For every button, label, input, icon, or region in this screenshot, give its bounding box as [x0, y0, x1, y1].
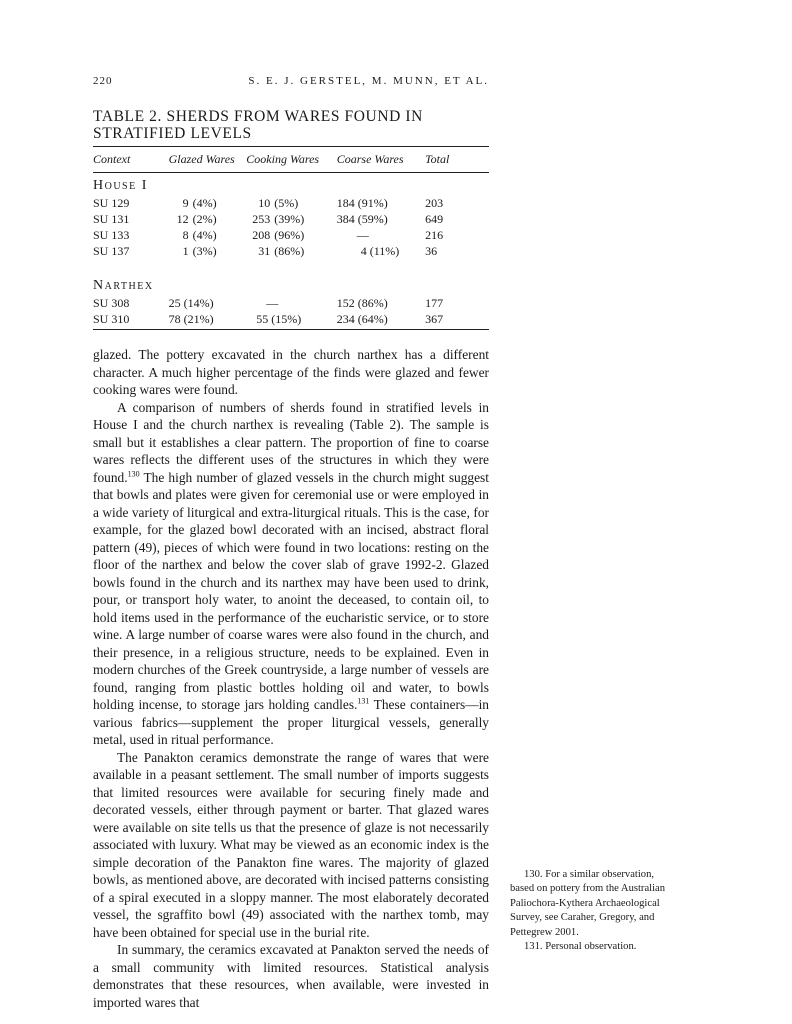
- cell-cooking-count: 10: [258, 196, 271, 210]
- cell-cooking-value: 55 (15%): [256, 312, 302, 326]
- cell-cooking-percent: (96%): [274, 228, 305, 242]
- table-header-row: [93, 147, 489, 173]
- table-row: [93, 311, 489, 330]
- cell-cooking: [246, 311, 336, 330]
- cell-cooking: [246, 211, 336, 227]
- cell-cooking: [246, 195, 336, 211]
- cell-coarse: 384 (59%): [336, 212, 388, 226]
- cell-cooking: [246, 227, 336, 243]
- cell-total: 649: [425, 212, 444, 226]
- cell-glazed-percent: (3%): [192, 244, 217, 258]
- cell-coarse: 152 (86%): [336, 296, 388, 310]
- page-number: 220: [93, 75, 113, 87]
- cell-cooking-percent: (5%): [274, 196, 299, 210]
- body-paragraph: In summary, the ceramics excavated at Panakton served the needs of a small community with limited resources. Statistical analysis demonstrates that these resources, when available, were invested in imported wares that: [93, 942, 489, 1010]
- header-glazed-wares: Glazed Wares: [169, 147, 247, 173]
- cell-cooking-count: 208: [252, 228, 271, 242]
- cell-total: 203: [425, 196, 444, 210]
- cell-glazed: 25 (14%): [168, 296, 214, 310]
- cell-coarse-value: 4 (11%): [360, 244, 400, 258]
- body-text-run: These containers—in various fabrics—supplement the proper liturgical vessels, generally metal, used in ritual performance.: [93, 697, 489, 747]
- cell-cooking: [246, 243, 336, 259]
- cell-glazed-count: 8: [182, 228, 189, 242]
- cell-glazed: [169, 211, 247, 227]
- cell-cooking-count: 253: [252, 212, 271, 226]
- cell-cooking-percent: (39%): [274, 212, 305, 226]
- footnote-ref-131[interactable]: 131: [357, 696, 370, 706]
- cell-glazed-count: 12: [176, 212, 189, 226]
- table-row: [93, 227, 489, 243]
- header-cooking-wares: Cooking Wares: [246, 147, 336, 173]
- cell-total: 216: [425, 228, 444, 242]
- group-row-narthex: [93, 273, 489, 295]
- cell-coarse: [337, 243, 425, 259]
- cell-cooking: —: [266, 296, 279, 310]
- cell-context: SU 137: [93, 244, 130, 258]
- cell-coarse: 234 (64%): [337, 311, 425, 330]
- body-paragraph: [93, 399, 489, 749]
- footnotes: [510, 868, 670, 954]
- cell-glazed-percent: (4%): [192, 196, 217, 210]
- header-total: Total: [425, 147, 489, 173]
- cell-glazed-count: 9: [182, 196, 189, 210]
- cell-glazed: [169, 195, 247, 211]
- cell-total: 367: [425, 311, 489, 330]
- group-label: House I: [93, 178, 148, 193]
- cell-context: SU 310: [93, 311, 169, 330]
- cell-glazed: [169, 243, 247, 259]
- table-title: [93, 108, 489, 142]
- footnote-131: 131. Personal observation.: [524, 941, 637, 953]
- table-row: [93, 243, 489, 259]
- header-context: Context: [93, 147, 169, 173]
- cell-cooking-count: 31: [258, 244, 271, 258]
- table-row: [93, 211, 489, 227]
- footnote-ref-130[interactable]: 130: [127, 469, 140, 479]
- footnote-130: 130. For a similar observation, based on pottery from the Australian Paliochora-Kythera Archaeological Survey, see Caraher, Gregory, and Pettegrew 2001.: [510, 869, 666, 938]
- cell-context: SU 129: [93, 196, 130, 210]
- table-title-line-1: TABLE 2. SHERDS FROM WARES FOUND IN: [93, 108, 423, 125]
- cell-total: 36: [425, 244, 438, 258]
- body-text: [93, 346, 489, 1011]
- header-coarse-wares: Coarse Wares: [337, 147, 425, 173]
- cell-context: SU 308: [93, 296, 130, 310]
- cell-glazed: [169, 227, 247, 243]
- body-paragraph: glazed. The pottery excavated in the church narthex has a different character. A much higher percentage of the finds were glazed and fewer cooking wares were found.: [93, 347, 489, 397]
- cell-glazed-percent: (4%): [192, 228, 217, 242]
- cell-glazed: 78 (21%): [169, 311, 247, 330]
- cell-coarse: 184 (91%): [336, 196, 388, 210]
- cell-glazed-count: 1: [182, 244, 189, 258]
- body-paragraph: The Panakton ceramics demonstrate the range of wares that were available in a peasant settlement. The small number of imports suggests that limited resources were available for securing finely made and decorated vessels, either through payment or barter. That glazed wares were available on site tells us that the presence of glaze is not necessarily associated with luxury. What may be viewed as an economic index is the simple decoration of the Panakton fine wares. The majority of glazed bowls, as mentioned above, are decorated with incised patterns consisting of a spiral executed in a sloppy manner. The most elaborately decorated vessel, the sgraffito bowl (49) associated with the narthex tomb, may have been obtained for special use in the burial rite.: [93, 749, 489, 940]
- cell-cooking-percent: (86%): [274, 244, 305, 258]
- cell-context: SU 133: [93, 228, 130, 242]
- table-title-line-2: STRATIFIED LEVELS: [93, 125, 252, 142]
- sherds-table: [93, 146, 489, 330]
- group-label: Narthex: [93, 278, 154, 293]
- table-spacer: [93, 259, 489, 273]
- table-row: [93, 295, 489, 311]
- cell-total: 177: [425, 296, 444, 310]
- running-head-authors: S. E. J. GERSTEL, M. MUNN, ET AL.: [248, 75, 489, 87]
- cell-coarse: —: [356, 228, 369, 242]
- body-text-run: The high number of glazed vessels in the church might suggest that bowls and plates were given for ceremonial use or were employed in a wide variety of liturgical and extra-liturgical rituals. This is the case, for example, for the glazed bowl decorated with an incised, abstract floral pattern (49), pieces of which were found in two locations: resting on the floor of the narthex and below the cover slab of grave 1992-2. Glazed bowls found in the church and its narthex may have been used to drink, pour, or transport holy water, to anoint the deceased, to contain oil, to hold items used in the performance of the eucharistic service, or to store wine. A large number of coarse wares were also found in the church, and their presence, in a religious structure, needs to be explained. Even in modern churches of the Greek countryside, a large number of vessels are found, ranging from plastic bottles holding oil and water, to bowls holding incense, to storage jars holding candles.: [93, 469, 489, 712]
- table-row: [93, 195, 489, 211]
- cell-glazed-percent: (2%): [192, 212, 217, 226]
- cell-context: SU 131: [93, 212, 130, 226]
- body-text-run: A comparison of numbers of sherds found in stratified levels in House I and the church narthex is revealing (Table 2). The sample is small but it establishes a clear pattern. The proportion of fine to coarse wares reflects the different uses of the structures in which they were found.: [93, 399, 489, 485]
- spacer-cell: [93, 259, 489, 273]
- group-row-house-i: [93, 173, 489, 196]
